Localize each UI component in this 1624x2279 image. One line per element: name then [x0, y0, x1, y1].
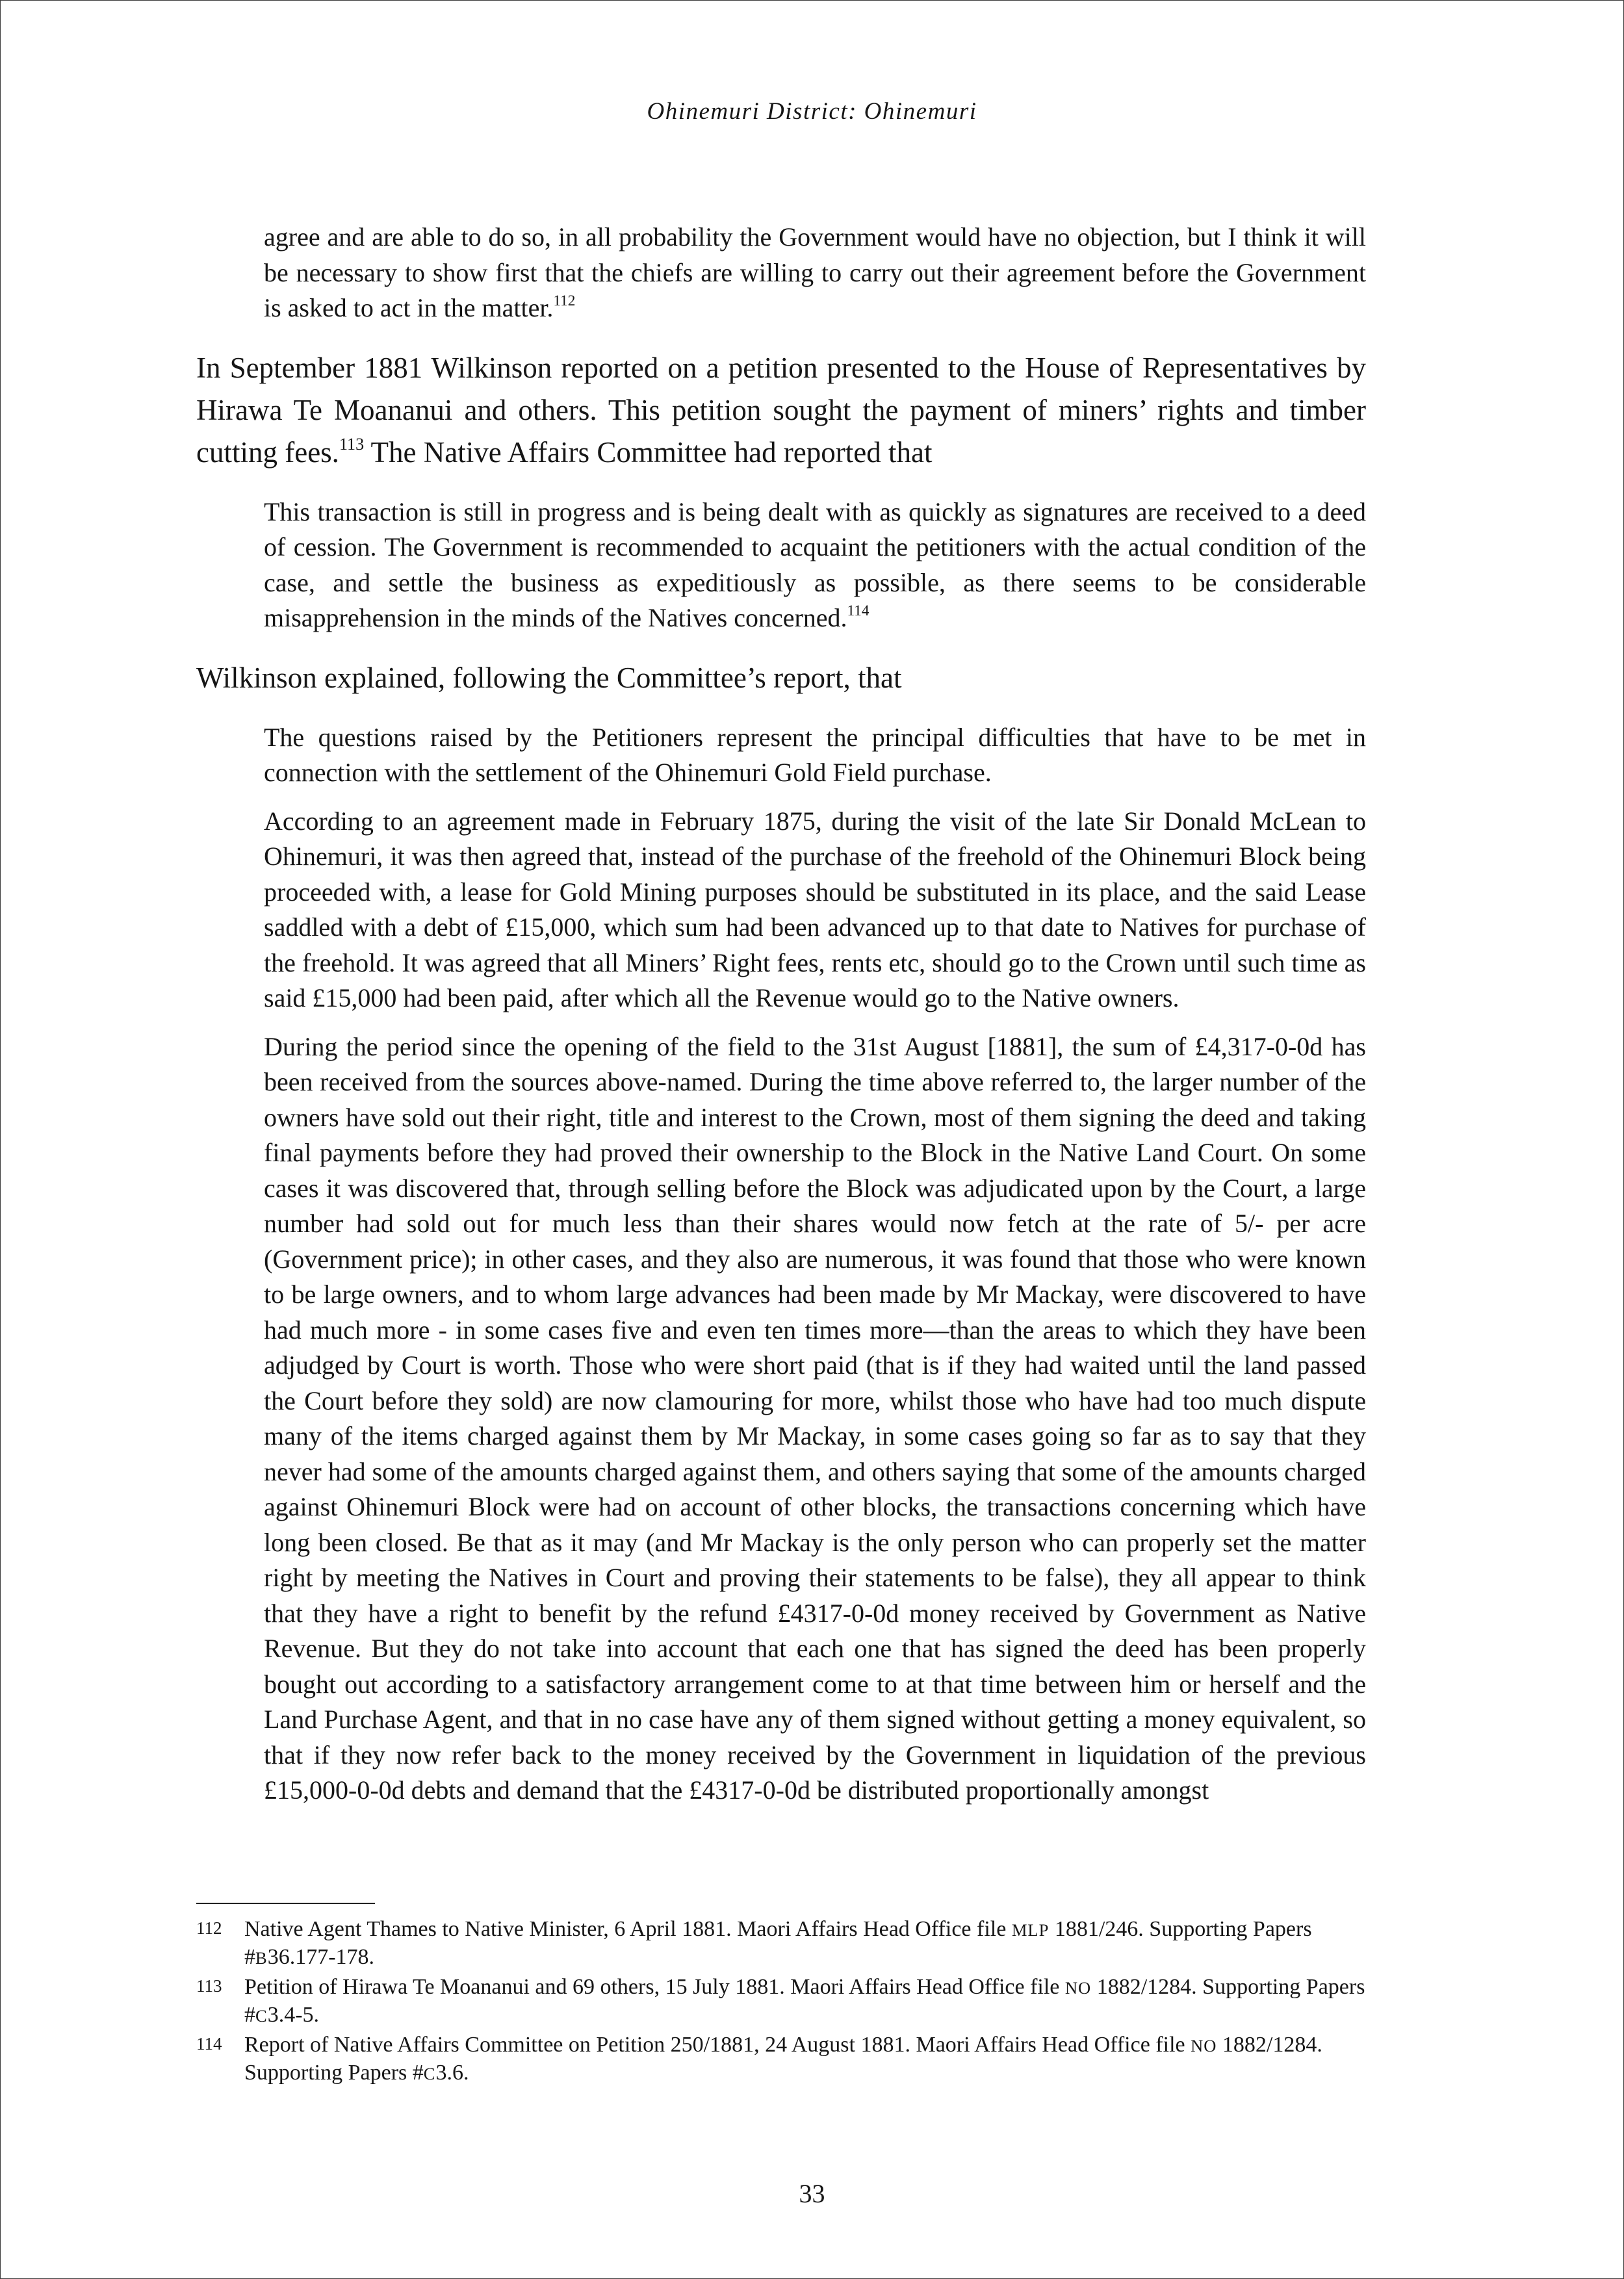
- footnote-number: 113: [196, 1976, 222, 1996]
- body-paragraph-2: Wilkinson explained, following the Committee’s report, that: [196, 661, 902, 694]
- footnote-text: 3.4-5.: [267, 2003, 320, 2027]
- quote-paragraph: [264, 495, 1366, 636]
- block-quote-3: [264, 720, 1366, 1809]
- footnote-text: Petition of Hirawa Te Moananui and 69 others, 15 July 1881. Maori Affairs Head Office file: [244, 1975, 1065, 1999]
- footnote-ref-114[interactable]: 114: [847, 602, 870, 620]
- footnote-text: 1882/1284. Supporting Papers #: [244, 2033, 1322, 2085]
- quote-paragraph-2: According to an agreement made in February 1875, during the visit of the late Sir Donald McLean to Ohinemuri, it was then agreed that, instead of the purchase of the freehold of the Ohinemuri Block being proceeded with, a lease for Gold Mining purposes should be substituted in its place, and the said Lease saddled with a debt of £15,000, which sum had been advanced up to that date to Natives for purchase of the freehold. It was agreed that all Miners’ Right fees, rents etc, should go to the Crown until such time as said £15,000 had been paid, after which all the Revenue would go to the Native owners.: [264, 806, 1366, 1012]
- footnote-text: Native Agent Thames to Native Minister, 6 April 1881. Maori Affairs Head Office file: [244, 1917, 1012, 1941]
- footnote-text: 1881/246. Supporting Papers #: [244, 1917, 1312, 1969]
- block-quote-2: [264, 495, 1366, 636]
- footnote-113: [196, 1974, 1366, 2029]
- paragraph-text: In September 1881 Wilkinson reported on a petition presented to the House of Representatives by Hirawa Te Moananui and others. This petition sought the payment of miners’ rights and timber cutting fees.: [196, 351, 1366, 469]
- footnote-112: [196, 1916, 1366, 1972]
- footnote-divider: [196, 1903, 375, 1904]
- file-code: NO: [1191, 2036, 1217, 2055]
- quote-text: This transaction is still in progress and is being dealt with as quickly as signatures are received to a deed of cession. The Government is recommended to acquaint the petitioners with the actual condition of the case, and settle the business as expeditiously as possible, as there seems to be considerable misapprehension in the minds of the Natives concerned.: [264, 496, 1366, 632]
- main-text: [196, 220, 1366, 1822]
- quote-paragraph-1: The questions raised by the Petitioners represent the principal difficulties that have to be met in connection with the settlement of the Ohinemuri Gold Field purchase.: [264, 722, 1366, 787]
- footnote-ref-112[interactable]: 112: [553, 292, 576, 310]
- body-paragraph-1: [196, 347, 1366, 474]
- quote-paragraph: [264, 220, 1366, 326]
- paper-series: C: [423, 2064, 436, 2083]
- file-code: NO: [1064, 1978, 1092, 1998]
- file-code: MLP: [1011, 1920, 1050, 1940]
- block-quote-1: [264, 220, 1366, 326]
- paper-series: B: [255, 1948, 268, 1968]
- footnote-number: 112: [196, 1918, 222, 1938]
- page-number: 33: [799, 2179, 825, 2208]
- paper-series: C: [255, 2006, 268, 2026]
- footnote-text: 1882/1284. Supporting Papers #: [244, 1975, 1365, 2027]
- quote-text: agree and are able to do so, in all probability the Government would have no objection, but I think it will be necessary to show first that the chiefs are willing to carry out their agreement before the Government is asked to act in the matter.: [264, 222, 1366, 322]
- footnote-number: 114: [196, 2034, 222, 2054]
- running-header: Ohinemuri District: Ohinemuri: [647, 98, 977, 125]
- footnote-114: [196, 2031, 1366, 2087]
- quote-paragraph-3: During the period since the opening of the field to the 31st August [1881], the sum of £4,317-0-0d has been received from the sources above-named. During the time above referred to, the larger number of the owners have sold out their right, title and interest to the Crown, most of them signing the deed and taking final payments before they had proved their ownership to the Block in the Native Land Court. On some cases it was discovered that, through selling before the Block was adjudicated upon by the Court, a large number had sold out for much less than their shares would now fetch at the rate of 5/- per acre (Government price); in other cases, and they also are numerous, it was found that those who were known to be large owners, and to whom large advances had been made by Mr Mackay, were discovered to have had much more - in some cases five and even ten times more—than the areas to which they have been adjudged by Court is worth. Those who were short paid (that is if they had waited until the land passed the Court before they sold) are now clamouring for more, whilst those who have had too much dispute many of the items charged against them by Mr Mackay, in some cases going so far as to say that they never had some of the amounts charged against them, and others saying that some of the amounts charged against Ohinemuri Block were had on account of other blocks, the transactions concerning which have long been closed. Be that as it may (and Mr Mackay is the only person who can properly set the matter right by meeting the Natives in Court and proving their statements to be false), they all appear to think that they have a right to benefit by the refund £4317-0-0d money received by Government as Native Revenue. But they do not take into account that each one that has signed the deed has been properly bought out according to a satisfactory arrangement come to at that time between him or herself and the Land Purchase Agent, and that in no case have any of them signed without getting a money equivalent, so that if they now refer back to the money received by the Government in liquidation of the previous £15,000-0-0d debts and demand that the £4317-0-0d be distributed proportionally amongst: [264, 1031, 1366, 1805]
- footnote-ref-113[interactable]: 113: [339, 434, 365, 454]
- footnote-text: 36.177-178.: [267, 1945, 375, 1969]
- footnotes: [196, 1916, 1366, 2089]
- footnote-text: Report of Native Affairs Committee on Petition 250/1881, 24 August 1881. Maori Affairs Head Office file: [244, 2033, 1191, 2057]
- footnote-text: 3.6.: [435, 2061, 469, 2085]
- paragraph-text: The Native Affairs Committee had reported that: [364, 435, 933, 469]
